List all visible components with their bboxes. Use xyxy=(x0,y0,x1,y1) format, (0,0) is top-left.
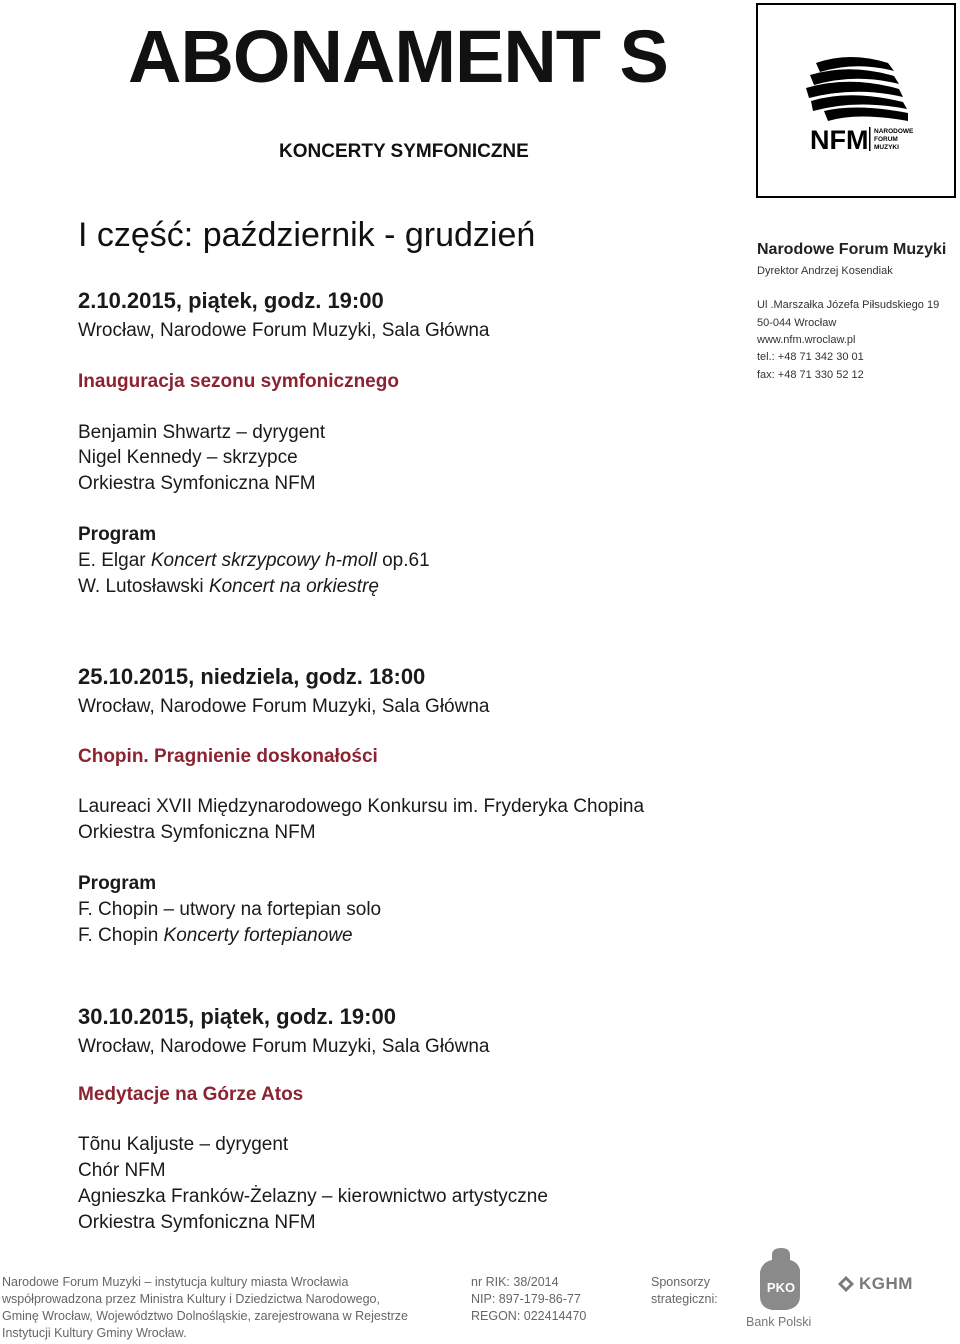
event-1-program-item: W. Lutosławski Koncert na orkiestrę xyxy=(78,576,379,597)
org-phone: tel.: +48 71 342 30 01 xyxy=(757,351,864,363)
event-2-title: Chopin. Pragnienie doskonałości xyxy=(78,746,378,767)
org-name: Narodowe Forum Muzyki xyxy=(757,241,947,258)
event-2-date: 25.10.2015, niedziela, godz. 18:00 xyxy=(78,664,426,689)
pko-piggybank-icon xyxy=(752,1246,810,1314)
logo-sub-2: FORUM xyxy=(874,136,898,143)
event-2-program-item: F. Chopin Koncerty fortepianowe xyxy=(78,925,353,946)
event-2-performer: Laureaci XVII Międzynarodowego Konkursu im. Fryderyka Chopina xyxy=(78,796,645,817)
event-2-performer: Orkiestra Symfoniczna NFM xyxy=(78,822,316,843)
nfm-logo xyxy=(756,3,956,198)
footer-registry: nr RIK: 38/2014 NIP: 897-179-86-77 REGON: 022414470 xyxy=(471,1275,587,1323)
event-1-performer: Nigel Kennedy – skrzypce xyxy=(78,447,298,468)
page-title: ABONAMENT S xyxy=(128,15,668,98)
sponsor-kghm: KGHM xyxy=(859,1274,913,1293)
event-3-performer: Orkiestra Symfoniczna NFM xyxy=(78,1212,316,1233)
page-subtitle: KONCERTY SYMFONICZNE xyxy=(279,141,529,162)
event-2-venue: Wrocław, Narodowe Forum Muzyki, Sala Główna xyxy=(78,696,490,717)
event-3-venue: Wrocław, Narodowe Forum Muzyki, Sala Główna xyxy=(78,1036,490,1057)
event-1-program-label: Program xyxy=(78,524,157,545)
event-3-performer: Chór NFM xyxy=(78,1160,166,1181)
org-address-2: 50-044 Wrocław xyxy=(757,317,837,329)
org-director: Dyrektor Andrzej Kosendiak xyxy=(757,265,893,277)
logo-sub-3: MUZYKI xyxy=(874,144,899,151)
event-3-date: 30.10.2015, piątek, godz. 19:00 xyxy=(78,1004,396,1029)
event-3-title: Medytacje na Górze Atos xyxy=(78,1084,304,1105)
event-2-program-item: F. Chopin – utwory na fortepian solo xyxy=(78,899,382,920)
pko-logo xyxy=(752,1246,810,1314)
org-fax: fax: +48 71 330 52 12 xyxy=(757,369,864,381)
season-part-title: I część: październik - grudzień xyxy=(78,216,536,254)
pko-mark: PKO xyxy=(766,1280,796,1295)
event-2-program-label: Program xyxy=(78,873,157,894)
event-1-title: Inauguracja sezonu symfonicznego xyxy=(78,371,399,392)
event-1-date: 2.10.2015, piątek, godz. 19:00 xyxy=(78,288,384,313)
logo-text: NFM xyxy=(810,125,869,155)
footer-sponsors-label: Sponsorzy strategiczni: xyxy=(651,1275,718,1306)
event-3-performer: Agnieszka Franków-Żelazny – kierownictwo artystyczne xyxy=(78,1186,548,1207)
kghm-logo xyxy=(836,1270,913,1298)
event-1-performer: Benjamin Shwartz – dyrygent xyxy=(78,422,326,443)
logo-sub-1: NARODOWE xyxy=(874,128,914,135)
kghm-mark-icon xyxy=(836,1274,856,1294)
footer-institution: Narodowe Forum Muzyki – instytucja kultury miasta Wrocławia współprowadzona przez Ministra Kultury i Dziedzictwa Narodowego, Gminę Wrocław, Województwo Dolnośląskie, zarejestrowana w Rejestrze Instytucji Kultury Gminy Wrocław. xyxy=(2,1275,408,1340)
event-1-venue: Wrocław, Narodowe Forum Muzyki, Sala Główna xyxy=(78,320,490,341)
event-1-program-item: E. Elgar Koncert skrzypcowy h-moll op.61 xyxy=(78,550,430,571)
event-1-performer: Orkiestra Symfoniczna NFM xyxy=(78,473,316,494)
event-3-performer: Tõnu Kaljuste – dyrygent xyxy=(78,1134,289,1155)
sponsor-bank-polski: Bank Polski xyxy=(746,1315,812,1329)
nfm-logo-icon xyxy=(758,5,954,196)
org-address-1: Ul .Marszałka Józefa Piłsudskiego 19 xyxy=(757,299,940,311)
org-website[interactable]: www.nfm.wroclaw.pl xyxy=(757,334,856,346)
